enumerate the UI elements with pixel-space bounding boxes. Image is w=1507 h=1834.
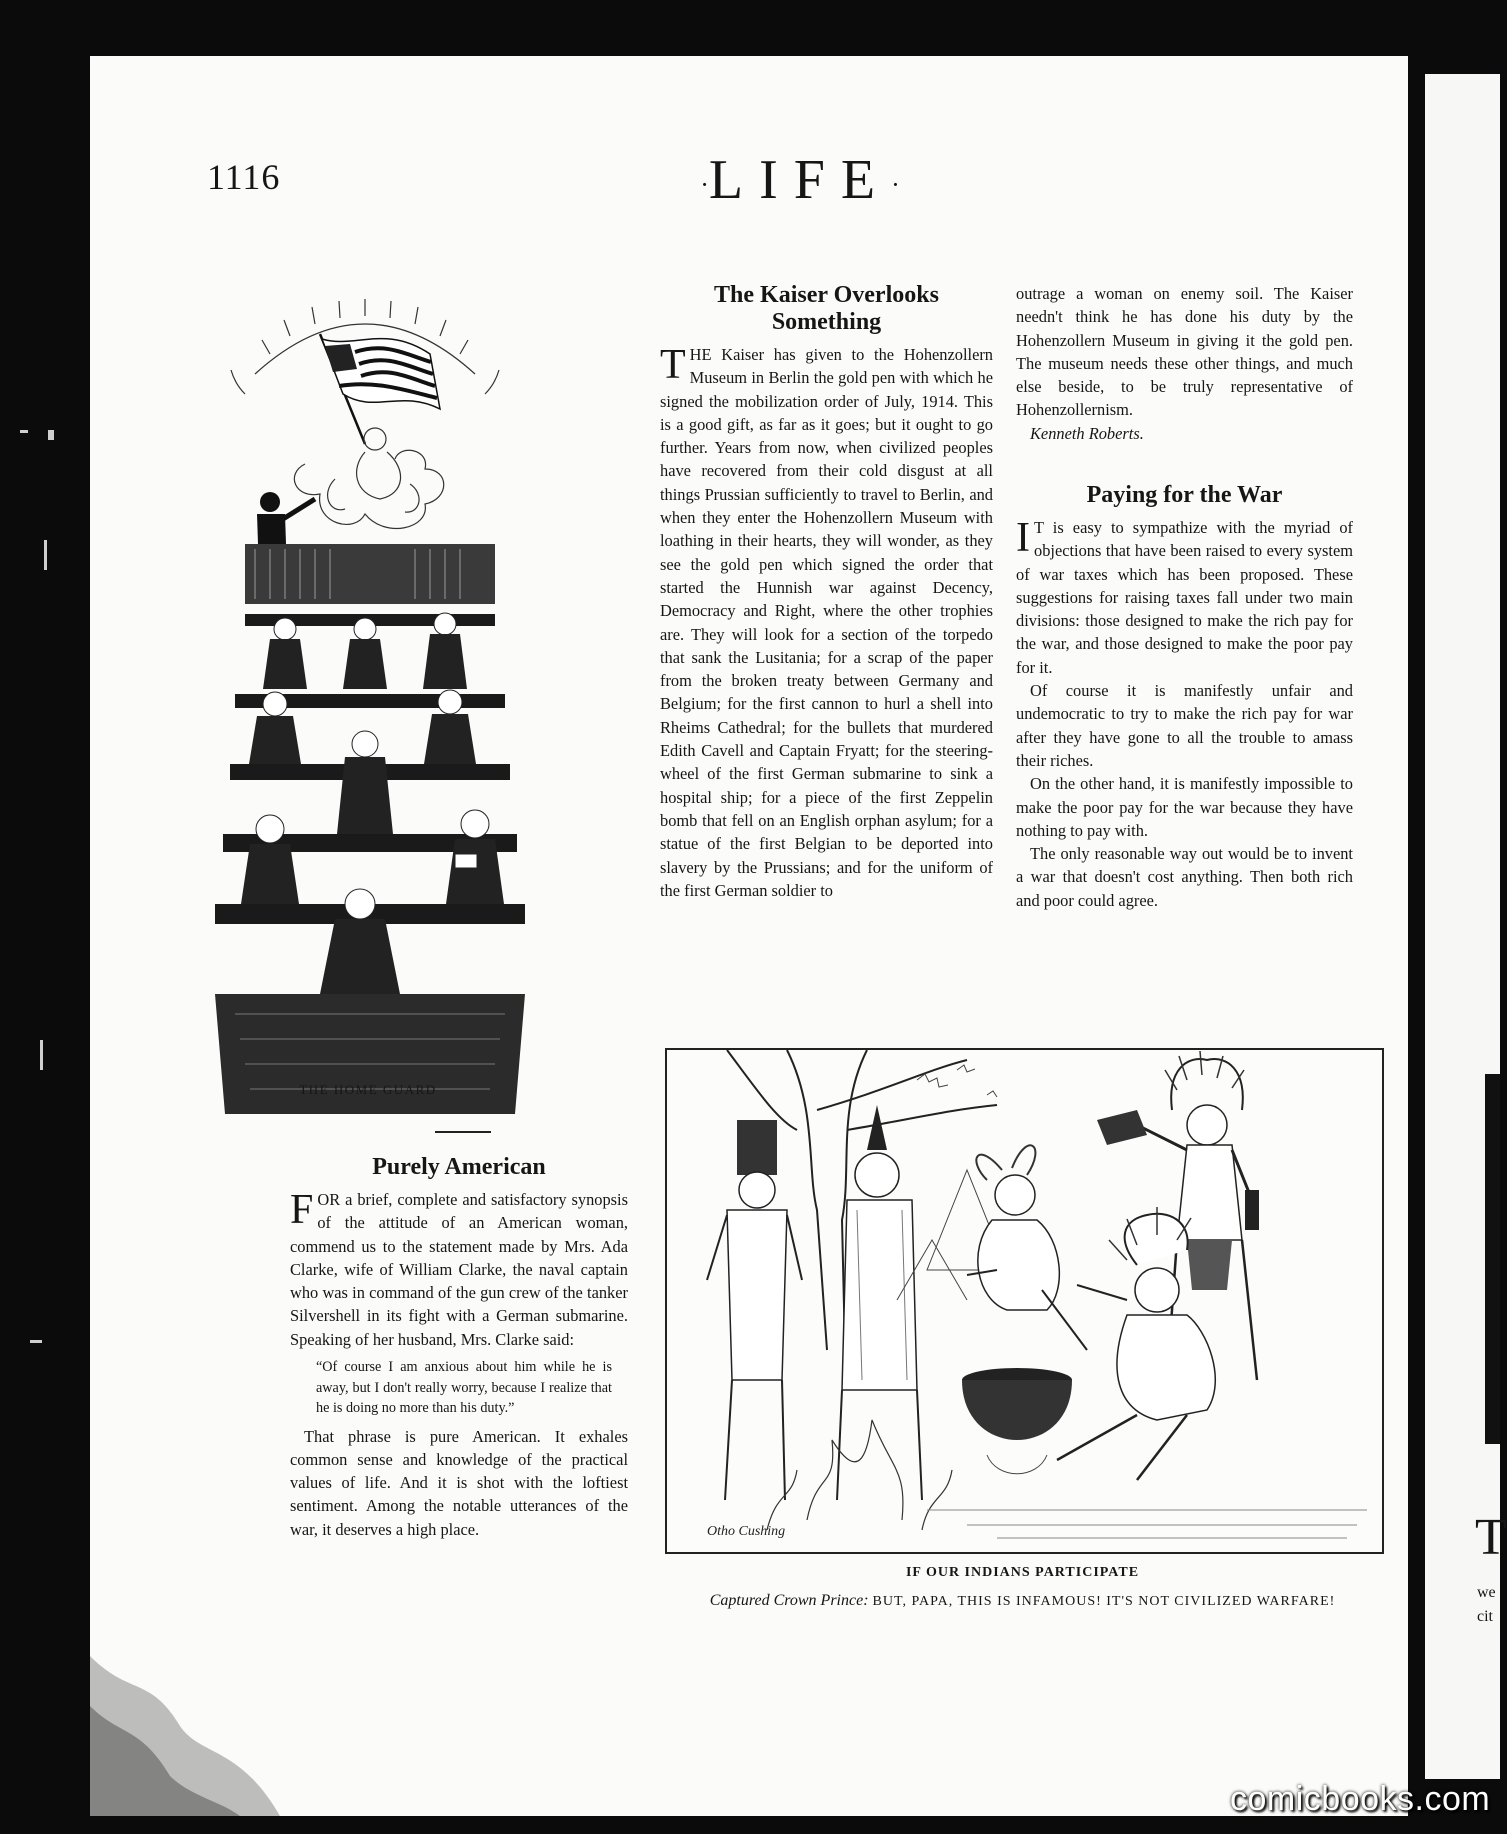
scan-shadow <box>90 1636 310 1816</box>
article-paragraph: That phrase is pure American. It exhales common sense and knowledge of the practical values of life. And it is shot with the loftiest sentiment. Among the notable utterances of the war, it deserves a high place. <box>290 1426 628 1539</box>
article-paragraph: I T is easy to sympathize with the myriad of objections that have been raised to every system of war taxes which has been proposed. These suggestions for raising taxes fall under two main divisions: those designed to make the rich pay for the war, and those designed to make the poor pay for it. <box>1016 515 1353 677</box>
bound-captives-figure <box>707 1105 922 1500</box>
adjacent-page-letter: T <box>1475 1509 1507 1566</box>
article-kaiser-col1 <box>660 282 993 902</box>
divider-rule <box>435 1131 491 1133</box>
scan-edge-mark <box>44 540 47 570</box>
indians-cartoon <box>665 1048 1384 1554</box>
article-paragraph: Of course it is manifestly unfair and undemocratic to try to make the rich pay for war after they have gone to all the trouble to amass their riches. <box>1016 681 1353 770</box>
scan-edge-mark <box>48 430 54 440</box>
scan-edge-mark <box>40 1040 43 1070</box>
article-title: The Kaiser Overlooks Something <box>714 282 939 335</box>
cartoon-caption-title: IF OUR INDIANS PARTICIPATE <box>905 1565 1140 1580</box>
adjacent-page-text: cit <box>1477 1608 1493 1625</box>
article-kaiser-col2 <box>1016 282 1353 445</box>
scan-edge-mark <box>20 430 28 433</box>
page-number: 1116 <box>207 157 281 197</box>
masthead: ·LIFE· <box>700 149 900 211</box>
article-paragraph: The only reasonable way out would be to invent a war that doesn't cost anything. Then both rich and poor could agree. <box>1016 844 1353 910</box>
cartoon-drawing <box>667 1050 1382 1552</box>
cauldron-figure <box>962 1368 1072 1474</box>
artist-signature: Otho Cushing <box>707 1524 786 1539</box>
article-paragraph: On the other hand, it is manifestly impossible to make the poor pay for the war because they have nothing to pay with. <box>1016 774 1353 840</box>
article-paragraph: outrage a woman on enemy soil. The Kaiser needn't think he has done his duty by the Hohenzollern Museum in giving it the gold pen. The museum needs these other things, and much else beside, to be truly representative of Hohenzollernism. <box>1016 284 1353 420</box>
article-title: Paying for the War <box>1086 482 1283 508</box>
drop-cap: F <box>290 1187 314 1233</box>
drop-cap: T <box>660 342 686 388</box>
scan-edge-mark <box>30 1340 42 1343</box>
drop-cap: I <box>1016 515 1030 561</box>
cartoon-caption-text: Captured Crown Prince: BUT, PAPA, THIS IS INFAMOUS! IT'S NOT CIVILIZED WARFARE! <box>709 1592 1336 1609</box>
adjacent-page-strip <box>1425 74 1507 1779</box>
magazine-page <box>90 56 1408 1816</box>
article-title: Purely American <box>372 1154 546 1180</box>
home-guard-illustration <box>215 294 525 1114</box>
adjacent-page-text: we <box>1477 1584 1496 1601</box>
home-guard-caption: THE HOME GUARD <box>299 1082 437 1097</box>
article-paragraph: FOR a brief, complete and satisfactory synopsis of the attitude of an American woman, commend us to the statement made by Mrs. Ada Clarke, wife of William Clarke, the naval captain who was in command of the gun crew of the tanker Silvershell in its fight with a German submarine. Speaking of her husband, Mrs. Clarke said: <box>290 1187 628 1349</box>
article-purely-american <box>290 1154 628 1541</box>
watermark-logo: comicbooks.com <box>1230 1780 1491 1818</box>
adjacent-page-illustration <box>1485 1074 1500 1444</box>
byline: Kenneth Roberts. <box>1030 423 1144 443</box>
article-paying-for-the-war <box>1016 482 1353 912</box>
article-paragraph: THE Kaiser has given to the Hohenzollern Museum in Berlin the gold pen with which he signed the mobilization order of July, 1914. This is a good gift, as far as it goes; but it ought to go further. Years from now, when civilized peoples have recovered from their cold disgust at all things Prussian sufficiently to travel to Berlin, and when they enter the Hohenzollern Museum with loathing in their hearts, they will wonder, as they see the gold pen which signed the order that started the Hunnish war against Decency, Democracy and Right, where the other trophies are. They will look for a section of the torpedo that sank the Lusitania; for a scrap of the paper from the broken treaty between Germany and Belgium; for the first cannon to hurl a shell into Rheims Cathedral; for the bullets that murdered Edith Cavell and Captain Fryatt; for the steering-wheel of the first German submarine to sink a hospital ship; for a piece of the first Zeppelin bomb that fell on an English orphan asylum; for a statue of the first Belgian to be deported into slavery by the Prussians; and for the uniform of the first German soldier to <box>660 342 993 900</box>
flag-icon <box>320 334 440 444</box>
quoted-statement: “Of course I am anxious about him while he is away, but I don't really worry, because I realize that he is doing no more than his duty.” <box>316 1359 612 1417</box>
